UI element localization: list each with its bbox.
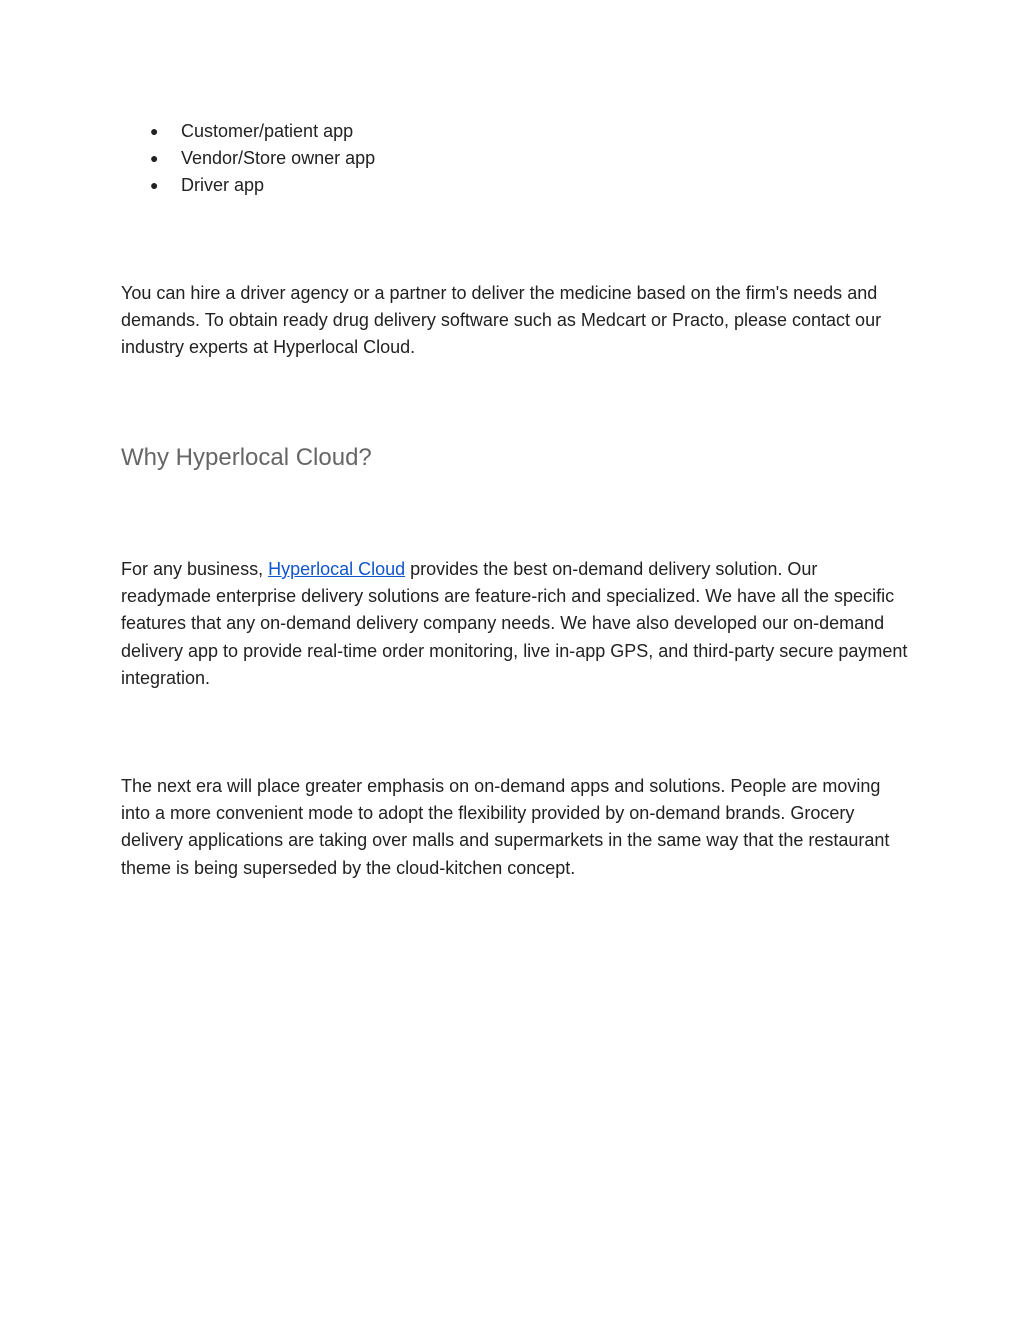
list-item-text: Customer/patient app [181, 121, 354, 141]
hyperlocal-cloud-link[interactable]: Hyperlocal Cloud [268, 559, 406, 579]
list-item-text: Vendor/Store owner app [181, 148, 376, 168]
list-item [150, 145, 375, 172]
bullet-icon: ● [150, 150, 159, 166]
list-item-text: Driver app [181, 175, 265, 195]
list-item [150, 118, 375, 145]
paragraph-why-hyperlocal [121, 556, 911, 692]
section-heading: Why Hyperlocal Cloud? [121, 444, 372, 471]
bullet-icon: ● [150, 177, 159, 193]
paragraph-driver-agency: You can hire a driver agency or a partner to deliver the medicine based on the firm's needs and demands. To obtain ready drug delivery software such as Medcart or Practo, please contact our industry experts at Hyperlocal Cloud. [121, 283, 882, 358]
paragraph-next-era: The next era will place greater emphasis on on-demand apps and solutions. People are moving into a more convenient mode to adopt the flexibility provided by on-demand brands. Grocery delivery applications are taking over malls and supermarkets in the same way that the restaurant theme is being superseded by the cloud-kitchen concept. [121, 776, 890, 878]
paragraph-text: For any business, [121, 559, 269, 579]
paragraph-text: provides the best on-demand delivery solution. Our readymade enterprise delivery solutions are feature-rich and specialized. We have all the specific features that any on-demand delivery company needs. We have also developed our on-demand delivery app to provide real-time order monitoring, live in-app GPS, and third-party secure payment integration. [121, 559, 908, 688]
bullet-icon: ● [150, 123, 159, 139]
list-item [150, 172, 375, 199]
apps-bullet-list [150, 118, 375, 199]
